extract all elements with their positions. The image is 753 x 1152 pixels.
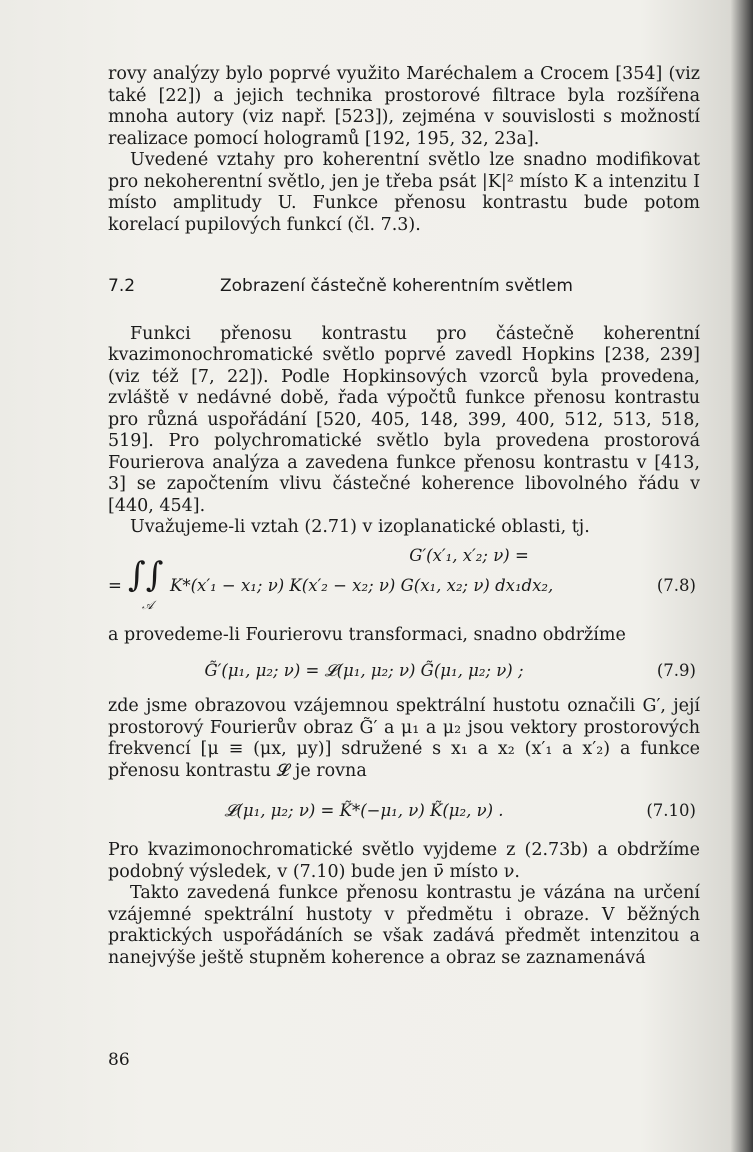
paragraph-4: Uvažujeme-li vztah (2.71) v izoplanatické oblasti, tj.: [130, 517, 590, 537]
paragraph-3: Funkci přenosu kontrastu pro částečně koherentní kvazimonochromatické světlo poprvé zavedl Hopkins [238, 239] (viz též [7, 22]). Podle Hopkinsových vzorců byla provedena, zvláště v nedávné době, řada výpočtů funkce přenosu kontrastu pro různá uspořádání [520, 405, 148, 399, 400, 512, 513, 518, 519]. Pro polychromatické světlo byla provedena prostorová Fourierova analýza a zavedena funkce přenosu kontrastu v [413, 3] se započtením vlivu částečné koherence libovolného řádu v [440, 454].: [108, 323, 700, 516]
paragraph-6: zde jsme obrazovou vzájemnou spektrální hustotu označili G′, její prostorový Fourierův obraz G̃′ a μ₁ a μ₂ jsou vektory prostorových frekvencí [μ ≡ (μx, μy)] sdružené s x₁ a x₂ (x′₁ a x′₂) a funkce přenosu kontrastu 𝓛 je rovna: [108, 696, 701, 781]
equation-7-8-lhs: G′(x′₁, x′₂; ν) =: [409, 545, 529, 565]
text-column: [108, 64, 700, 969]
equation-prefix: =: [108, 575, 122, 595]
section-heading: [108, 276, 700, 298]
equation-number: (7.8): [656, 575, 696, 595]
equation-7-9: G̃′(μ₁, μ₂; ν) = 𝓛(μ₁, μ₂; ν) G̃(μ₁, μ₂; ν) ; (7.9): [204, 661, 696, 680]
paragraph-1: rovy analýzy bylo poprvé využito Maréchalem a Crocem [354] (viz také [22]) a jejich technika prostorové filtrace byla rozšířena mnoha autory (viz např. [523]), zejména v souvislosti s možností realizace pomocí hologramů [192, 195, 32, 23a].: [108, 64, 700, 149]
equation-rhs: K*(x′₁ − x₁; ν) K(x′₂ − x₂; ν) G(x₁, x₂; ν) dx₁dx₂,: [170, 575, 554, 595]
equation-7-8: [108, 554, 700, 612]
paragraph-5: a provedeme-li Fourierovu transformaci, snadno obdržíme: [108, 624, 626, 645]
paragraph-7: Pro kvazimonochromatické světlo vyjdeme z (2.73b) a obdržíme podobný výsledek, v (7.10) bude jen ν̄ místo ν.: [108, 840, 700, 882]
equation-7-10: 𝓛(μ₁, μ₂; ν) = K̃*(−μ₁, ν) K̃(μ₂, ν) . (7.10): [224, 801, 696, 820]
integration-domain: 𝒜: [142, 597, 154, 612]
paragraph-8: Takto zavedená funkce přenosu kontrastu je vázána na určení vzájemné spektrální hustoty v předmětu i obraze. V běžných praktických uspořádáních se však zadává předmět intenzitou a nanejvýše ještě stupněm koherence a obraz se zaznamenává: [108, 883, 700, 968]
equation-number: (7.9): [656, 661, 696, 680]
equation-number: (7.10): [646, 801, 696, 820]
section-number: 7.2: [108, 276, 136, 296]
paragraph-2: Uvedené vztahy pro koherentní světlo lze snadno modifikovat pro nekoherentní světlo, jen je třeba psát |K|² místo K a intenzitu I místo amplitudy U. Funkce přenosu kontrastu bude potom korelací pupilových funkcí (čl. 7.3).: [108, 150, 700, 235]
double-integral-symbol: ∫∫: [128, 554, 164, 595]
section-title: Zobrazení částečně koherentním světlem: [220, 276, 573, 296]
page-number: 86: [108, 1050, 130, 1070]
